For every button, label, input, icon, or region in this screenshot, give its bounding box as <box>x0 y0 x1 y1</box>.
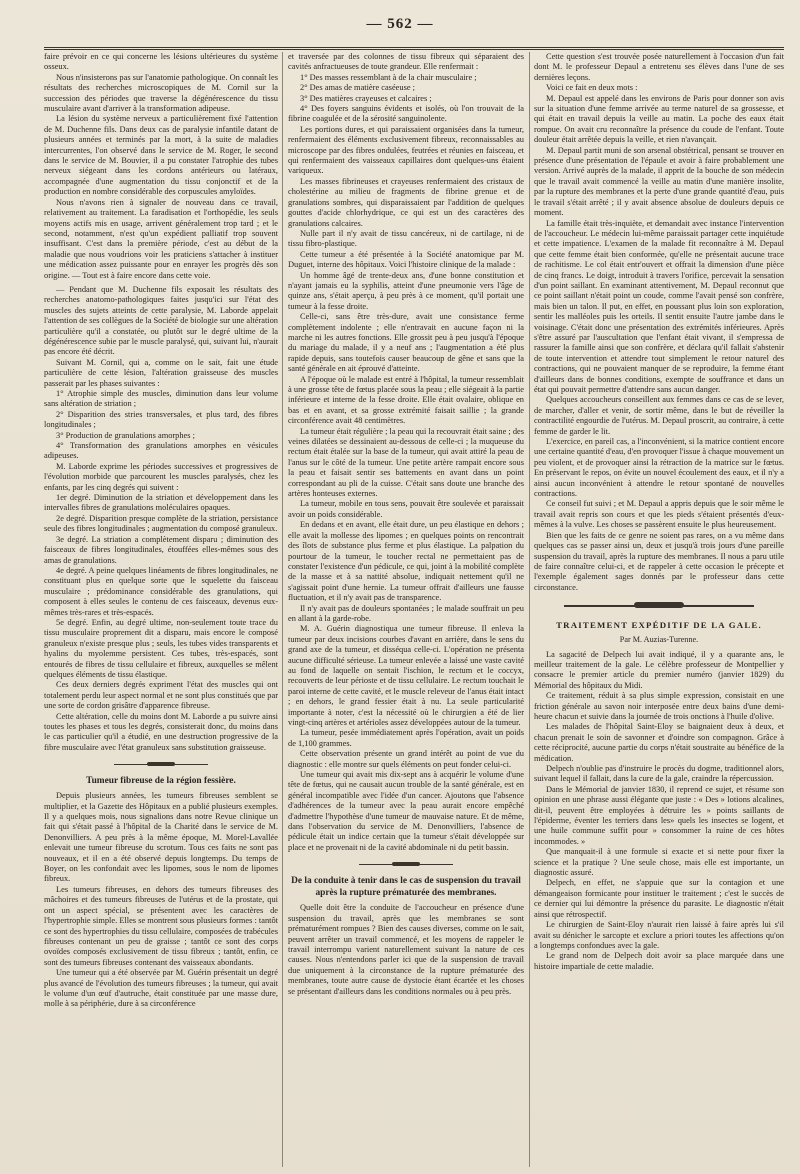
column-divider <box>529 52 530 1167</box>
paragraph: L'exercice, en pareil cas, a l'inconvénient, si la matrice contient encore une certaine quantité d'eau, d'en provoquer l'issue à chaque mouvement un peu violent, et de provoquer ainsi la rétraction de la matrice sur le fœtus. En préservant le repos, on évite un nouvel écoulement des eaux, et il n'y a ainsi aucun inconvénient à attendre le retour spontané de nouvelles contractions. <box>534 437 784 499</box>
paragraph: Nous n'insisterons pas sur l'anatomie pathologique. On connaît les résultats des recherches microscopiques de M. Cornil sur la succession des périodes que traverse la dégénérescence du tissu musculaire avant d'arriver à la transformation adipeuse. <box>44 72 278 114</box>
paragraph: Les tumeurs fibreuses, en dehors des tumeurs fibreuses des mâchoires et des tumeurs fibreuses de l'utérus et de la prostate, qui ont un aspect spécial, se présentent avec les caractères de l'hypertrophie simple. Elles se montrent sous plusieurs formes : tantôt ce sont des hypertrophies du tissu cellulaire, composées de trabécules fibreuses contenant un peu de graisse ; tantôt ce sont des corps ovoïdes composés exclusivement de tissu fibreux ; tantôt, enfin, ce sont des tumeurs fibreuses contenant des vaisseaux abondants. <box>44 884 278 967</box>
paragraph: Cette question s'est trouvée posée naturellement à l'occasion d'un fait dont M. le professeur Depaul a entretenu ses élèves dans l'une de ses dernières leçons. <box>534 52 784 82</box>
paragraph: Que manquait-il à une formule si exacte et si nette pour fixer la science et la pratique ? Une seule chose, mais elle est importante, un diagnostic assuré. <box>534 847 784 878</box>
paragraph: La sagacité de Delpech lui avait indiqué, il y a quarante ans, le meilleur traitement de la gale. Le célèbre professeur de Montpellier y consacre le premier article du premier numéro (janvier 1829) du Mémorial des hôpitaux du Midi. <box>534 649 784 690</box>
paragraph: Celle-ci, sans être très-dure, avait une consistance ferme complètement indolente ; elle n'entravait en aucune façon ni la marche ni les autres fonctions. Elle grossit peu à peu jusqu'à l'époque du mariage du malade, il y a neuf ans ; l'augmentation a été plus rapide depuis, sans toutefois causer beaucoup de gêne et sans que la santé générale en ait éprouvé d'atteinte. <box>288 312 524 374</box>
paragraph: Delpech, en effet, ne s'appuie que sur la contagion et une démangeaison formicante pour instituer le traitement ; c'est le succès de ce dernier qui lui démontre la présence du parasite. Le diagnostic n'était ainsi que rétrospectif. <box>534 878 784 919</box>
paragraph: Voici ce fait en deux mots : <box>546 83 638 93</box>
section-ornament <box>44 759 278 769</box>
paragraph: La lésion du système nerveux a particulièrement fixé l'attention de M. Duchenne fils. Dans deux cas de paralysie infantile datant de plusieurs années et terminés par la mort, à la suite de maladies intercurrentes, l'on observé dans le service de M. Roger, le second dans le service de M. Bouvier, il a pu constater l'atrophie des tubes nerveux siégeant dans les cordons antérieurs ou latéraux, accompagnée d'une augmentation du tissu conjonctif et de la production en nombre considérable des corpuscules amyloïdes. <box>44 114 278 197</box>
paragraph: M. Laborde exprime les périodes successives et progressives de l'évolution morbide que parcourent les muscles paralysés, chez les enfants, par les cinq degrés qui suivent : <box>44 461 278 492</box>
paragraph: Quelques accoucheurs conseillent aux femmes dans ce cas de se lever, de marcher, d'aller et venir, de sortir même, dans le but de réveiller la contractilité engourdie de l'utérus. M. Depaul proscrit, au contraire, à cette femme de garder le lit. <box>534 395 784 436</box>
paragraph: A l'époque où le malade est entré à l'hôpital, la tumeur ressemblait à une grosse tête de fœtus placée sous la peau ; elle siégeait à la partie inférieure et interne de la fesse droite. Elle était ovalaire, oblique en bas et en avant, et sa grosse extrémité faisait saillie ; la grande circonférence avait 48 centimètres. <box>288 374 524 426</box>
paragraph: M. Depaul est appelé dans les environs de Paris pour donner son avis sur la situation d'une femme arrivée au terme naturel de sa grossesse, et qui était en travail depuis la veille au matin. La poche des eaux était rompue. On avait cru reconnaître la présence du coude de l'enfant. Toute douleur était arrêtée depuis la veille, et rien n'avançait. <box>534 93 784 145</box>
paragraph: Les malades de l'hôpital Saint-Eloy se baignaient deux à deux, et chacun prenait le soin de savonner et d'oindre son compagnon. Grâce à cette réciprocité, aucune partie du corps n'était soustraite au bénéfice de la médication. <box>534 722 784 763</box>
column-2 <box>288 52 524 1167</box>
paragraph: Depuis plusieurs années, les tumeurs fibreuses semblent se multiplier, et la Gazette des Hôpitaux en a publié plusieurs exemples. Il y a quelques mois, nous signalions dans notre Revue clinique un fait qui s'était passé à l'hôpital de la Charité dans le service de M. Denonvilliers. A peu près à la même époque, M. Morel-Lavallée enlevait une tumeur fibreuse du scrotum. Tous ces faits ne sont pas nouveaux, et il en a été observé depuis longtemps. Du temps de Boyer, on les confondait avec les lipomes, sous le nom de lipomes fibreux. <box>44 791 278 884</box>
paragraph: Cette observation présente un grand intérêt au point de vue du diagnostic : elle montre sur quels éléments on peut fonder celui-ci. <box>288 749 524 769</box>
paragraph: Suivant M. Cornil, qui a, comme on le sait, fait une étude particulière de cette lésion, l'altération graisseuse des muscles passerait par les phases suivantes : <box>44 357 278 388</box>
paragraph: Les masses fibrineuses et crayeuses renfermaient des cristaux de cholestérine au milieu de fragments de fibrine grenue et de granulations sombres, qui disparaissaient par l'addition de quelques gouttes d'acide chlorhydrique, ce qui est un des caractères des granulations calcaires. <box>288 176 524 228</box>
section-ornament <box>534 599 784 613</box>
section-heading: TRAITEMENT EXPÉDITIF DE LA GALE. <box>556 620 762 631</box>
paragraph: En dedans et en avant, elle était dure, un peu élastique en dehors ; elle avait la mollesse des lipomes ; en quelques points on rencontrait des îlots de substance plus ferme et plus élastique. La palpation du pourtour de la tumeur, le toucher rectal ne permettaient pas de constater l'existence d'un pédicule, ce qui, joint à la mobilité complète de la masse et à sa nattité absolue, indiquait nettement qu'il ne s'agissait point d'une hernie. La tumeur offrait d'ailleurs une fausse fluctuation, et il n'y avait pas de transparence. <box>288 520 524 603</box>
paragraph: — Pendant que M. Duchenne fils exposait les résultats des recherches anatomo-pathologiques faites jusqu'ici sur l'état des muscles des sujets atteints de cette paralysie, M. Laborde appelait l'attention de ses collègues de la Société de biologie sur une altération particulière qu'il a constatée, ou plutôt sur le degré ultime de la dégénérescence subie par le muscle paralysé, qui, suivant lui, n'aurait pas encore été décrit. <box>44 284 278 357</box>
paragraph: Une tumeur qui avait mis dix-sept ans à acquérir le volume d'une tête de fœtus, qui ne causait aucun trouble de la santé générale, est en général incompatible avec l'idée d'un cancer. Ajoutons que l'absence d'adhérences de la tumeur avec la peau aurait encore empêché d'admettre l'hypothèse d'une tumeur de mauvaise nature. Et de même, dans l'observation du service de M. Denonvilliers, l'absence de pédicule était un indice certain que la tumeur s'était développée sur place et ne provenait ni de la cavité abdominale ni du petit bassin. <box>288 770 524 852</box>
paragraph: Nous n'avons rien à signaler de nouveau dans ce travail, relativement au traitement. La faradisation et l'orthopédie, les seuls moyens actifs mis en usage, arrivent généralement trop tard ; et le second, notamment, n'est qu'un expédient palliatif trop souvent insuffisant. C'est dans la première période, c'est au début de la maladie que nous voudrions voir les praticiens s'attacher à instituer une médication assez puissante pour en enrayer les progrès dès son origine. — Tout est à faire encore dans cette voie. <box>44 197 278 280</box>
paragraph: Le chirurgien de Saint-Eloy n'aurait rien laissé à faire après lui s'il avait su dénicher le sarcopte et exclure a priori toutes les affections qu'on a longtemps confondues avec la gale. <box>534 920 784 950</box>
list-item: 4e degré. A peine quelques linéaments de fibres longitudinales, ne constituant plus en quelque sorte que le squelette du faisceau musculaire ; prédominance considérable des granulations, qui composent à elles seules le contenu de ces faisceaux, devenus eux-mêmes très-rares et très-espacés. <box>44 565 278 617</box>
page-header <box>0 10 800 40</box>
paragraph: La famille était très-inquiète, et demandait avec instance l'intervention de l'accoucheur. Le médecin lui-même paraissait partager cette inquiétude et cette impatience. L'examen de la malade fit reconnaître à M. Depaul que cette femme était bien conformée, qu'elle ne présentait aucune trace de rachitisme. Le col était entr'ouvert et offrait la dimension d'une pièce de cinq francs. Le doigt, introduit à travers l'orifice, percevait la sensation d'un point saillant. En examinant attentivement, M. Depaul reconnut que ce point saillant n'était point un coude, comme l'avait pensé son confrère, mais bien un talon. Il put, en effet, en poussant plus loin son exploration, sentir les malléoles puis les orteils. Il sentit ensuite l'autre jambe dans le voisinage. C'était donc une présentation des extrémités inférieures. Après s'être assuré par l'auscultation que l'enfant était vivant, il s'empressa de rassurer la famille ainsi que son confrère, et déclara qu'il fallait s'abstenir de toute intervention et attendre tout simplement le retour naturel des contractions, qui ne pouvaient manquer de se reproduire, la femme étant d'ailleurs dans de bonnes conditions, exempte de souffrance et dans un état qui pouvait permettre d'attendre sans aucun danger. <box>534 218 784 394</box>
list-item: 1° Des masses ressemblant à de la chair musculaire ; <box>300 72 477 82</box>
paragraph: Cette tumeur a été présentée à la Société anatomique par M. Duguet, interne des hôpitaux. Voici l'histoire clinique de la malade : <box>288 249 524 270</box>
section-heading: De la conduite à tenir dans le cas de suspension du travail après la rupture prématurée des membranes. <box>291 876 521 899</box>
paragraph: Ces deux derniers degrés expriment l'état des muscles qui ont totalement perdu leur aspect normal et ne sont plus constitués que par une sorte de cordon grisâtre d'apparence fibreuse. <box>44 680 278 711</box>
paragraph: Les portions dures, et qui paraissaient organisées dans la tumeur, renfermaient des éléments exclusivement fibreux, reconnaissables au microscope par des fibres ondulées, feutrées et réunies en faisceau, et qui renfermaient des vaisseaux capillaires dont quelques-uns étaient variqueux. <box>288 124 524 176</box>
list-item: 1° Atrophie simple des muscles, diminution dans leur volume sans altération de striation ; <box>44 389 278 409</box>
list-item: 3e degré. La striation a complètement disparu ; diminution des faisceaux de fibres longitudinales, étouffées elles-mêmes sous des amas de granulations. <box>44 534 278 565</box>
list-item: 5e degré. Enfin, au degré ultime, non-seulement toute trace du tissu musculaire proprement dit a disparu, mais encore le composé granuleux n'existe presque plus ; seuls, les tubes vides transparents et hyalins du myolemme persistent. Ces tubes, très-espacés, sont entourés de fibres de tissu cellulaire et fibreux, auxquelles se mêlent quelques éléments de tissu élastique. <box>44 617 278 679</box>
list-item: 2° Disparition des stries transversales, et plus tard, des fibres longitudinales ; <box>44 409 278 430</box>
paragraph: Bien que les faits de ce genre ne soient pas rares, on a vu même dans quelques cas se passer ainsi un, deux et jusqu'à trois jours d'une pareille suspension du travail, après la rupture des membranes. Il nous a paru utile de faire connaître celui-ci, et de rappeler à cette occasion le précepte et l'exemple également sages donnés par le professeur dans cette circonstance. <box>534 530 784 592</box>
paragraph: Cette altération, celle du moins dont M. Laborde a pu suivre ainsi toutes les phases et tous les degrés, consisterait donc, du moins dans le cas particulier qu'il a étudié, en une destruction progressive de la fibre musculaire avec l'état granuleux sans substitution graisseuse. <box>44 711 278 752</box>
paragraph: La tumeur, mobile en tous sens, pouvait être soulevée et paraissait avoir un poids considérable. <box>288 499 524 519</box>
paragraph: M. A. Guérin diagnostiqua une tumeur fibreuse. Il enleva la tumeur par deux incisions courbes d'avant en arrière, dans le sens du grand axe de la tumeur, et disséqua celle-ci. L'opération ne présenta aucune difficulté sérieuse. La tumeur enlevée a laissé une vaste cavité au fond de laquelle on sentait l'ischion, le rectum et le coccyx, recouverts de leur périoste et de tissu cellulaire. Le rectum touchait le paroi interne de cette cavité, et le muscle releveur de l'anus était intact ; en dehors, le grand fessier était à nu. La seule particularité importante à noter, c'est la nécessité où le chirurgien a été de lier vingt-cinq artères et artérioles assez développées autour de la tumeur. <box>288 624 524 727</box>
paragraph: faire prévoir en ce qui concerne les lésions ultérieures du système osseux. <box>44 52 278 72</box>
list-item: 1er degré. Diminution de la striation et développement dans les intervalles fibres de granulations moléculaires opaques. <box>44 493 278 513</box>
paragraph: Dans le Mémorial de janvier 1830, il reprend ce sujet, et résume son opinion en une phrase aussi élégante que juste : « Des » lotions alcalines, dit-il, peuvent être employées à détruire les » points saillants de l'épiderme, éventer les terriers dans les» quels les insectes se logent, et une huile commune suffit pour » consommer la ruine de ces hôtes incommodes. » <box>534 784 784 846</box>
list-item: 3° Production de granulations amorphes ; <box>56 430 195 440</box>
paragraph: Nulle part il n'y avait de tissu cancéreux, ni de cartilage, ni de tissu fibro-plastique. <box>288 228 524 249</box>
paragraph: Delpech n'oublie pas d'instruire le procès du dogme, traditionnel alors, suivant lequel il fallait, dans la cure de la gale, craindre la répercussion. <box>534 764 784 784</box>
list-item: 4° Des foyers sanguins évidents et isolés, où l'on trouvait de la fibrine coagulée et de la sérosité sanguinolente. <box>288 104 524 124</box>
paragraph: Quelle doit être la conduite de l'accoucheur en présence d'une suspension du travail, après que les membranes se sont prématurément rompues ? Bien des causes diverses, comme on le sait, peuvent arrêter un travail commencé, et les moyens de rappeler le travail interrompu varient naturellement suivant la nature de ces causes. Nous n'entendons parler ici que de la suspension de travail due uniquement à la circonstance de la rupture prématurée des membranes, toute autre cause de dystocie étant écartée et les choses se présentant d'ailleurs dans les conditions normales ou à peu près. <box>288 903 524 996</box>
paragraph: La tumeur, pesée immédiatement après l'opération, avait un poids de 1,100 grammes. <box>288 728 524 748</box>
paragraph: Ce traitement, réduit à sa plus simple expression, consistait en une friction générale au savon noir interposée entre deux bains d'une demi-heure chacun et suivie dans la journée de trois onctions à l'huile d'olive. <box>534 691 784 721</box>
paragraph: Le grand nom de Delpech doit avoir sa place marquée dans une histoire impartiale de cette maladie. <box>534 951 784 971</box>
paragraph: Il n'y avait pas de douleurs spontanées ; le malade souffrait un peu en allant à la garde-robe. <box>288 603 524 623</box>
paragraph: M. Depaul partit muni de son arsenal obstétrical, pensant se trouver en présence d'une présentation de l'épaule et avoir à faire probablement une version. Arrivé auprès de la malade, il apprit de la bouche de son médecin que le travail avait commencé la veille au matin d'une manière insolite, par la rupture des membranes et la perte d'une grande quantité d'eau, puis le travail s'était arrêté ; il y avait absence absolue de douleurs depuis ce moment. <box>534 145 784 218</box>
paragraph: Un homme âgé de trente-deux ans, d'une bonne constitution et n'ayant jamais eu la syphilis, atteint d'une pneumonie vers l'âge de quinze ans, s'était aperçu, à peu près à ce moment, qu'il portait une tumeur à la fesse droite. <box>288 270 524 311</box>
column-3 <box>534 52 784 1167</box>
section-heading: Tumeur fibreuse de la région fessière. <box>86 776 236 787</box>
paragraph: Une tumeur qui a été observée par M. Guérin présentait un degré plus avancé de l'évolution des tumeurs fibreuses ; la tumeur, qui avait le volume d'un œuf d'autruche, était constituée par une masse dure, molle à sa périphérie, dure à sa circonférence <box>44 968 278 1009</box>
list-item: 2e degré. Disparition presque complète de la striation, persistance seule des fibres longitudinales ; augmentation du composé granuleux. <box>44 513 278 534</box>
column-1 <box>44 52 278 1167</box>
column-divider <box>282 52 283 1167</box>
byline: Par M. Auzias-Turenne. <box>619 635 699 645</box>
paragraph: Ce conseil fut suivi ; et M. Depaul a appris depuis que le soir même le travail avait repris son cours et que les pieds s'étaient présentés d'eux-mêmes à la vulve. Les choses se passèrent ensuite le plus heureusement. <box>534 499 784 530</box>
header-rule <box>44 47 784 50</box>
paragraph: et traversée par des colonnes de tissu fibreux qui séparaient des cavités anfractueuses de toute grandeur. Elle renfermait : <box>288 52 524 72</box>
page-number: — 562 — <box>366 16 434 32</box>
section-ornament <box>288 859 524 869</box>
list-item: 2° Des amas de matière caséeuse ; <box>300 83 415 93</box>
list-item: 4° Transformation des granulations amorphes en vésicules adipeuses. <box>44 441 278 461</box>
paragraph: La tumeur était régulière ; la peau qui la recouvrait était saine ; des veines dilatées se dessinaient au-dessous de celle-ci ; la muqueuse du rectum était étalée sur la base de la tumeur, qui avait attiré la peau de l'anus sur le côté de la tumeur. Une petite artère rampait encore sous la peau et faisait sentir ses battements en avant dans un point correspondant au pli de la cuisse. C'était sans doute une branche des artères honteuses externes. <box>288 426 524 499</box>
list-item: 3° Des matières crayeuses et calcaires ; <box>300 93 432 103</box>
